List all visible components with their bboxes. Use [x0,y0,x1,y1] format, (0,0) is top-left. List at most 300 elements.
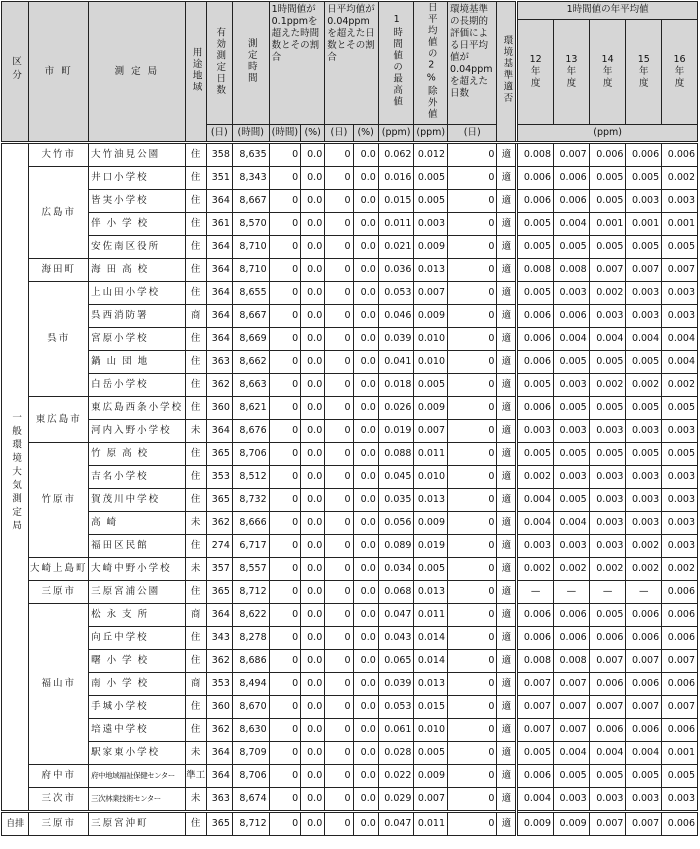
max-1h-value: 0.043 [378,627,414,650]
annual-mean-2: 0.006 [589,627,626,650]
longterm-days: 0 [448,765,497,788]
annual-mean-4: 0.004 [662,328,698,351]
over004-days: 0 [325,812,353,836]
over004-days: 0 [325,719,353,742]
over01-hours: 0 [269,351,300,374]
compliance: 適 [497,489,517,512]
over01-hours: 0 [269,305,300,328]
annual-mean-0: 0.004 [517,489,554,512]
max-1h-value: 0.089 [378,535,414,558]
valid-days: 360 [206,397,232,420]
over01-hours: 0 [269,213,300,236]
city-cell: 海田町 [29,259,89,282]
over01-percent: 0.0 [301,673,325,696]
over01-percent: 0.0 [301,213,325,236]
max-1h-value: 0.047 [378,604,414,627]
over01-hours: 0 [269,512,300,535]
measured-hours: 8,663 [232,374,269,397]
annual-mean-1: 0.006 [554,167,590,190]
header-year-2 [589,19,626,124]
valid-days: 351 [206,167,232,190]
station-name: 高崎 [89,512,186,535]
pct2-value: 0.010 [414,466,448,489]
longterm-days: 0 [448,512,497,535]
compliance: 適 [497,374,517,397]
use-zone: 住 [185,374,206,397]
annual-mean-4: 0.002 [662,558,698,581]
max-1h-value: 0.039 [378,673,414,696]
annual-mean-1: 0.007 [554,143,590,167]
pct2-value: 0.007 [414,282,448,305]
over004-days: 0 [325,282,353,305]
annual-mean-1: — [554,581,590,604]
use-zone: 商 [185,305,206,328]
annual-mean-4: 0.005 [662,236,698,259]
pct2-value: 0.003 [414,213,448,236]
over004-days: 0 [325,374,353,397]
compliance: 適 [497,305,517,328]
city-cell: 三原市 [29,812,89,836]
over004-percent: 0.0 [353,167,378,190]
annual-mean-1: 0.005 [554,765,590,788]
measured-hours: 8,676 [232,420,269,443]
over01-percent: 0.0 [301,719,325,742]
compliance: 適 [497,650,517,673]
table-row [2,351,698,374]
pct2-value: 0.015 [414,696,448,719]
annual-mean-0: 0.006 [517,167,554,190]
annual-mean-4: 0.006 [662,812,698,836]
over004-percent: 0.0 [353,489,378,512]
station-name: 河内入野小学校 [89,420,186,443]
use-zone: 住 [185,213,206,236]
annual-mean-2: 0.007 [589,696,626,719]
over01-hours: 0 [269,535,300,558]
pct2-value: 0.005 [414,167,448,190]
measured-hours: 6,717 [232,535,269,558]
unit-hours-text: (時間) [237,127,264,138]
annual-mean-0: 0.005 [517,282,554,305]
annual-mean-4: 0.002 [662,167,698,190]
use-zone: 住 [185,190,206,213]
measured-hours: 8,712 [232,581,269,604]
annual-mean-0: 0.003 [517,420,554,443]
table-row [2,673,698,696]
annual-mean-3: 0.005 [626,443,662,466]
annual-mean-4: 0.006 [662,627,698,650]
table-row [2,443,698,466]
valid-days: 363 [206,351,232,374]
longterm-days: 0 [448,627,497,650]
measured-hours: 8,710 [232,236,269,259]
annual-mean-1: 0.009 [554,812,590,836]
annual-mean-0: 0.005 [517,374,554,397]
longterm-days: 0 [448,788,497,812]
annual-mean-1: 0.005 [554,351,590,374]
compliance: 適 [497,812,517,836]
station-name: 竹原高校 [89,443,186,466]
annual-mean-0: 0.006 [517,305,554,328]
max-1h-value: 0.088 [378,443,414,466]
annual-mean-1: 0.004 [554,328,590,351]
pct2-value: 0.009 [414,397,448,420]
annual-mean-3: 0.003 [626,466,662,489]
annual-mean-3: 0.005 [626,351,662,374]
category-auto: 自排 [2,812,29,836]
measured-hours: 8,667 [232,190,269,213]
measured-hours: 8,621 [232,397,269,420]
longterm-days: 0 [448,443,497,466]
use-zone: 住 [185,328,206,351]
use-zone: 住 [185,351,206,374]
valid-days: 365 [206,581,232,604]
over004-percent: 0.0 [353,143,378,167]
over01-hours: 0 [269,259,300,282]
use-zone: 住 [185,489,206,512]
header-year-1 [554,19,590,124]
use-zone: 未 [185,788,206,812]
over01-hours: 0 [269,696,300,719]
table-row [2,374,698,397]
annual-mean-0: 0.004 [517,788,554,812]
header-city [29,2,89,143]
over004-percent: 0.0 [353,236,378,259]
city-cell: 大竹市 [29,143,89,167]
annual-mean-1: 0.007 [554,673,590,696]
max-1h-value: 0.065 [378,650,414,673]
station-name: 三原宮浦公園 [89,581,186,604]
over01-percent: 0.0 [301,650,325,673]
header-year-2-text: 14年度 [601,53,614,89]
longterm-days: 0 [448,351,497,374]
header-category-text: 区分 [10,56,22,83]
over01-hours: 0 [269,328,300,351]
annual-mean-3: 0.006 [626,143,662,167]
use-zone: 準工 [185,765,206,788]
valid-days: 363 [206,788,232,812]
compliance: 適 [497,190,517,213]
unit-valid-days-text: (日) [210,127,228,138]
valid-days: 358 [206,143,232,167]
over01-hours: 0 [269,167,300,190]
station-name: 府中地域福祉保健センター [89,765,186,788]
annual-mean-0: 0.005 [517,443,554,466]
compliance: 適 [497,213,517,236]
over01-hours: 0 [269,397,300,420]
valid-days: 360 [206,696,232,719]
over004-days: 0 [325,512,353,535]
pct2-value: 0.009 [414,765,448,788]
over01-percent: 0.0 [301,812,325,836]
max-1h-value: 0.056 [378,512,414,535]
valid-days: 365 [206,489,232,512]
annual-mean-1: 0.003 [554,282,590,305]
compliance: 適 [497,236,517,259]
over01-percent: 0.0 [301,397,325,420]
annual-mean-4: 0.003 [662,788,698,812]
annual-mean-1: 0.006 [554,305,590,328]
table-row [2,696,698,719]
longterm-days: 0 [448,374,497,397]
over01-percent: 0.0 [301,512,325,535]
annual-mean-4: 0.003 [662,512,698,535]
measured-hours: 8,343 [232,167,269,190]
annual-mean-4: 0.006 [662,143,698,167]
header-max1h-text: 1時間値の最高値 [391,14,403,108]
annual-mean-4: 0.003 [662,489,698,512]
over01-hours: 0 [269,812,300,836]
max-1h-value: 0.053 [378,696,414,719]
annual-mean-2: 0.003 [589,305,626,328]
use-zone: 未 [185,742,206,765]
valid-days: 362 [206,650,232,673]
annual-mean-4: 0.003 [662,420,698,443]
use-zone: 住 [185,581,206,604]
use-zone: 住 [185,443,206,466]
table-row [2,650,698,673]
annual-mean-4: 0.005 [662,397,698,420]
annual-mean-3: 0.003 [626,190,662,213]
max-1h-value: 0.021 [378,236,414,259]
measured-hours: 8,669 [232,328,269,351]
pct2-value: 0.010 [414,351,448,374]
measured-hours: 8,710 [232,259,269,282]
measured-hours: 8,674 [232,788,269,812]
city-cell: 呉市 [29,282,89,397]
annual-mean-1: 0.008 [554,650,590,673]
annual-mean-2: 0.005 [589,167,626,190]
annual-mean-0: 0.007 [517,673,554,696]
over004-percent: 0.0 [353,328,378,351]
over01-percent: 0.0 [301,282,325,305]
compliance: 適 [497,259,517,282]
station-name: 大竹油見公園 [89,143,186,167]
max-1h-value: 0.039 [378,328,414,351]
header-year-1-text: 13年度 [565,53,578,89]
city-cell: 府中市 [29,765,89,788]
annual-mean-0: 0.004 [517,512,554,535]
table-row [2,742,698,765]
city-cell: 三次市 [29,788,89,812]
annual-mean-3: 0.007 [626,696,662,719]
annual-mean-1: 0.003 [554,466,590,489]
over004-percent: 0.0 [353,374,378,397]
max-1h-value: 0.068 [378,581,414,604]
annual-mean-0: 0.006 [517,627,554,650]
use-zone: 未 [185,420,206,443]
valid-days: 364 [206,259,232,282]
pct2-value: 0.009 [414,305,448,328]
station-name: 白岳小学校 [89,374,186,397]
over004-days: 0 [325,581,353,604]
use-zone: 住 [185,650,206,673]
unit-max1h-text: (ppm) [381,127,411,138]
unit-over004-percent [353,125,378,143]
annual-mean-3: 0.005 [626,397,662,420]
annual-mean-4: 0.007 [662,696,698,719]
valid-days: 361 [206,213,232,236]
over004-days: 0 [325,351,353,374]
use-zone: 住 [185,696,206,719]
annual-mean-0: — [517,581,554,604]
over01-hours: 0 [269,420,300,443]
annual-mean-0: 0.005 [517,236,554,259]
compliance: 適 [497,420,517,443]
measured-hours: 8,622 [232,604,269,627]
over01-percent: 0.0 [301,374,325,397]
unit-over01-hours [269,125,300,143]
unit-over01-hours-text: (時間) [271,127,299,138]
annual-mean-3: 0.005 [626,236,662,259]
compliance: 適 [497,466,517,489]
annual-mean-0: 0.009 [517,812,554,836]
station-name: 賀茂川中学校 [89,489,186,512]
compliance: 適 [497,696,517,719]
over004-days: 0 [325,535,353,558]
pct2-value: 0.007 [414,788,448,812]
header-annual-title-text: 1時間値の年平均値 [566,4,649,16]
over004-percent: 0.0 [353,282,378,305]
annual-mean-0: 0.005 [517,742,554,765]
station-name: 曙小学校 [89,650,186,673]
over01-percent: 0.0 [301,627,325,650]
over004-days: 0 [325,420,353,443]
compliance: 適 [497,604,517,627]
annual-mean-3: — [626,581,662,604]
max-1h-value: 0.029 [378,788,414,812]
max-1h-value: 0.026 [378,397,414,420]
annual-mean-0: 0.006 [517,765,554,788]
table-row [2,466,698,489]
table-row [2,397,698,420]
header-hours [232,2,269,125]
header-hours-text: 測定時間 [245,38,257,84]
use-zone: 住 [185,466,206,489]
over004-percent: 0.0 [353,627,378,650]
annual-mean-0: 0.008 [517,650,554,673]
header-over004 [325,2,379,125]
measured-hours: 8,278 [232,627,269,650]
over004-days: 0 [325,489,353,512]
unit-valid-days [206,125,232,143]
over01-hours: 0 [269,558,300,581]
over01-percent: 0.0 [301,143,325,167]
annual-mean-0: 0.008 [517,143,554,167]
unit-hours [232,125,269,143]
annual-mean-3: 0.007 [626,259,662,282]
annual-mean-0: 0.005 [517,213,554,236]
table-row [2,788,698,812]
measured-hours: 8,667 [232,305,269,328]
annual-mean-1: 0.004 [554,213,590,236]
use-zone: 住 [185,143,206,167]
over004-percent: 0.0 [353,512,378,535]
header-over004-text: 日平均値が0.04ppmを超えた日数とその割合 [327,4,375,63]
pct2-value: 0.013 [414,259,448,282]
annual-mean-2: 0.007 [589,812,626,836]
max-1h-value: 0.036 [378,259,414,282]
longterm-days: 0 [448,535,497,558]
table-row [2,259,698,282]
over01-hours: 0 [269,374,300,397]
table-row [2,627,698,650]
use-zone: 住 [185,236,206,259]
header-over01-text: 1時間値が0.1ppmを超えた時間数とその割合 [271,4,320,63]
max-1h-value: 0.047 [378,812,414,836]
annual-mean-1: 0.005 [554,443,590,466]
station-name: 向丘中学校 [89,627,186,650]
compliance: 適 [497,765,517,788]
measured-hours: 8,712 [232,812,269,836]
over004-percent: 0.0 [353,719,378,742]
over004-days: 0 [325,696,353,719]
compliance: 適 [497,282,517,305]
table-row [2,190,698,213]
table-row [2,213,698,236]
annual-mean-3: 0.003 [626,512,662,535]
measured-hours: 8,709 [232,742,269,765]
station-name: 手城小学校 [89,696,186,719]
header-year-4-text: 16年度 [673,53,686,89]
pct2-value: 0.005 [414,558,448,581]
over004-days: 0 [325,673,353,696]
use-zone: 住 [185,282,206,305]
over01-percent: 0.0 [301,259,325,282]
measured-hours: 8,512 [232,466,269,489]
measured-hours: 8,670 [232,696,269,719]
over01-percent: 0.0 [301,535,325,558]
annual-mean-4: 0.007 [662,259,698,282]
longterm-days: 0 [448,558,497,581]
over004-days: 0 [325,742,353,765]
over01-hours: 0 [269,581,300,604]
max-1h-value: 0.061 [378,719,414,742]
measured-hours: 8,655 [232,282,269,305]
station-name: 南小学校 [89,673,186,696]
station-name: 鍋山団地 [89,351,186,374]
over01-hours: 0 [269,236,300,259]
longterm-days: 0 [448,143,497,167]
compliance: 適 [497,673,517,696]
table-row [2,765,698,788]
over01-percent: 0.0 [301,190,325,213]
over004-days: 0 [325,627,353,650]
annual-mean-4: 0.006 [662,604,698,627]
annual-mean-3: 0.003 [626,788,662,812]
longterm-days: 0 [448,167,497,190]
pct2-value: 0.010 [414,719,448,742]
annual-mean-2: 0.004 [589,328,626,351]
max-1h-value: 0.034 [378,558,414,581]
annual-mean-1: 0.006 [554,627,590,650]
annual-mean-4: 0.003 [662,282,698,305]
table-row [2,512,698,535]
longterm-days: 0 [448,650,497,673]
use-zone: 未 [185,512,206,535]
station-name: 松永支所 [89,604,186,627]
compliance: 適 [497,581,517,604]
station-name: 海田高校 [89,259,186,282]
longterm-days: 0 [448,397,497,420]
header-station-text: 測 定 局 [114,65,160,77]
max-1h-value: 0.041 [378,351,414,374]
over01-percent: 0.0 [301,236,325,259]
over01-hours: 0 [269,489,300,512]
valid-days: 362 [206,512,232,535]
annual-mean-0: 0.006 [517,397,554,420]
over01-percent: 0.0 [301,167,325,190]
over01-percent: 0.0 [301,765,325,788]
